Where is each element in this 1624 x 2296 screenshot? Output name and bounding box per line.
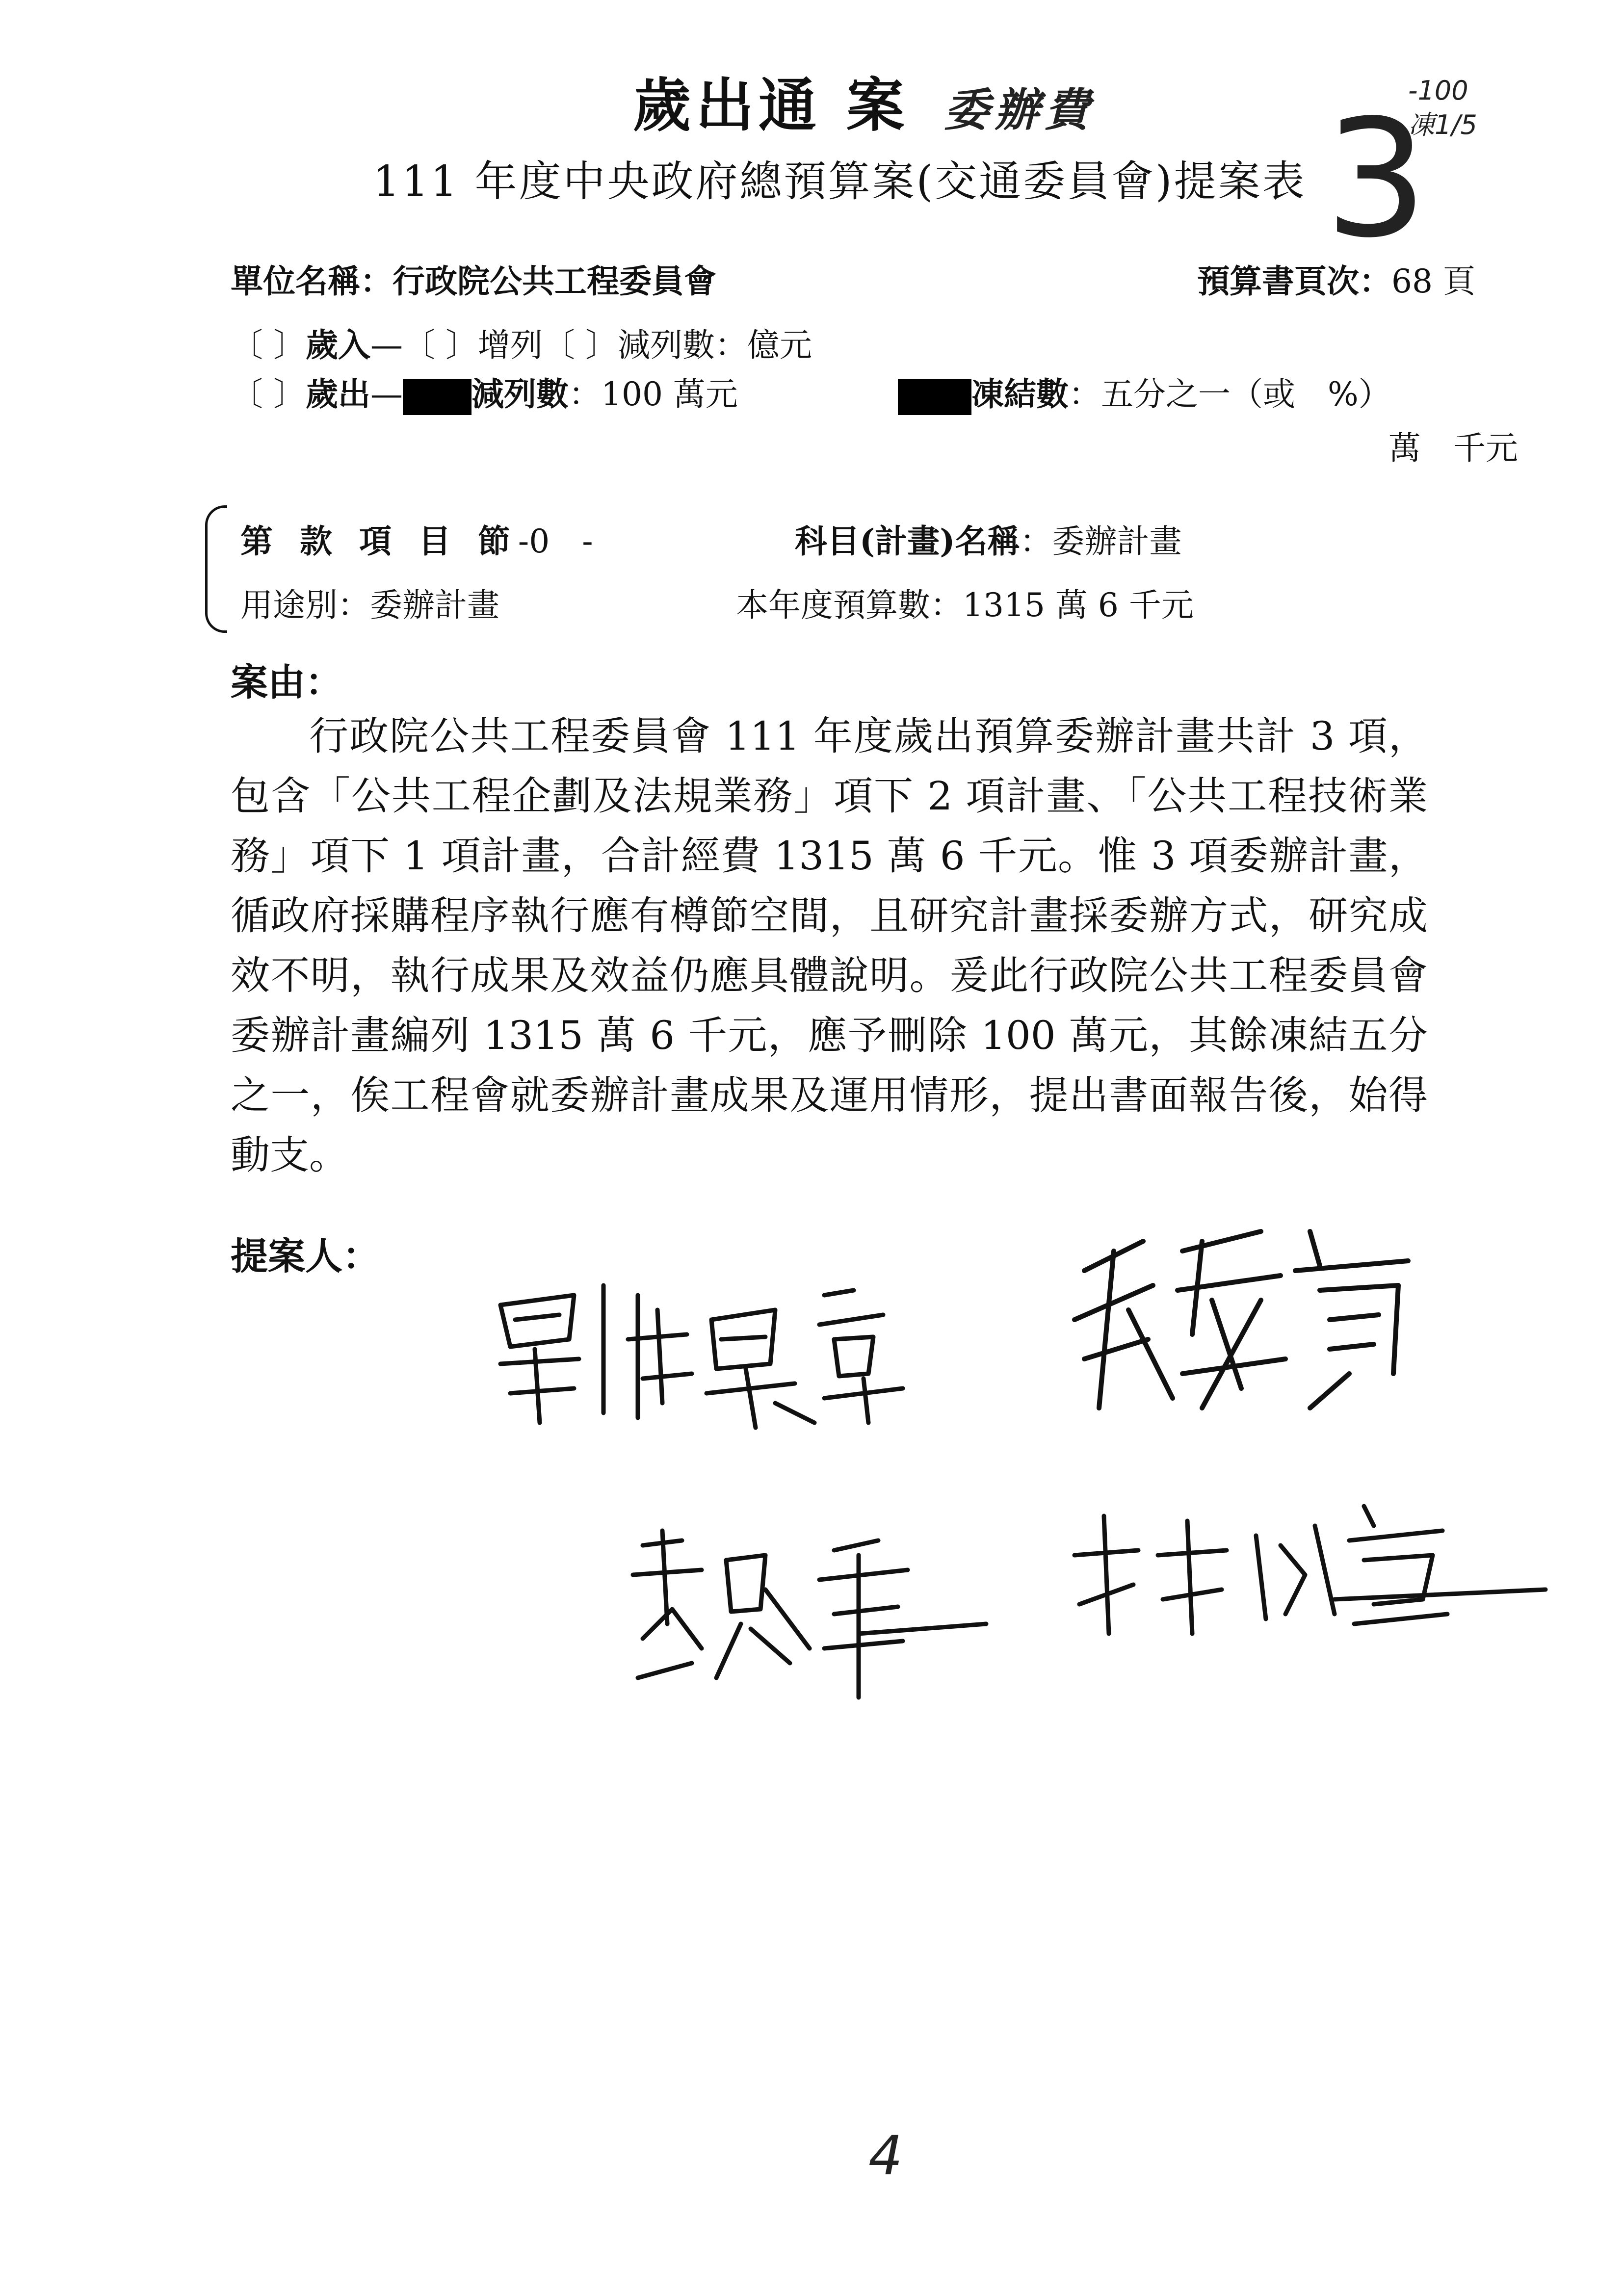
cut-label: 減列數: [471, 375, 569, 413]
freeze-value: ：五分之一（或 %）: [1069, 375, 1391, 413]
use-line: [240, 579, 499, 626]
signature-1: [481, 1266, 922, 1435]
signature-3: [603, 1501, 996, 1709]
stamp-title-text: 歲出通 案: [633, 71, 910, 139]
page-ref: [1197, 255, 1475, 302]
unit-row: [231, 255, 716, 302]
subject-name-label: 科目(計畫)名稱: [795, 522, 1020, 560]
corner-note-line1: -100: [1408, 75, 1468, 106]
unit-value: 行政院公共工程委員會: [393, 262, 716, 300]
revenue-dash: —: [370, 326, 403, 364]
units-line: 萬 千元: [1388, 429, 1518, 467]
page-ref-value: 68 頁: [1391, 262, 1475, 300]
reason-body: [231, 706, 1428, 1185]
section-value: -0 -: [518, 522, 593, 560]
reason-text: 行政院公共工程委員會 111 年度歲出預算委辦計畫共計 3 項，包含「公共工程企劃及法規業務」項下 2 項計畫、「公共工程技術業務」項下 1 項計畫，合計經費 1315 萬 6 千元。惟 3 項委辦計畫，循政府採購程序執行應有樽節空間，且研究計畫採委辦方式，研究成效不明，執行成果及效益仍應具體說明。爰此行政院公共工程委員會委辦計畫編列 1315 萬 6 千元，應予刪除 100 萬元，其餘凍結五分之一，俟工程會就委辦計畫成果及運用情形，提出書面報告後，始得動支。: [231, 713, 1428, 1178]
revenue-line: [231, 319, 812, 365]
budget-line: [736, 579, 1194, 626]
corner-note-line2: 凍1/5: [1408, 109, 1477, 140]
signature-4: [1060, 1487, 1550, 1645]
page-ref-label: 預算書頁次：: [1197, 262, 1391, 300]
expense-line: [231, 368, 738, 415]
use-label: 用途別：: [240, 586, 370, 624]
section-line: [240, 515, 593, 562]
page-title: 111 年度中央政府總預算案(交通委員會)提案表: [373, 157, 1307, 206]
expense-label: 歲出: [305, 375, 370, 413]
freeze-label: 凍結數: [971, 375, 1069, 413]
redaction-box: [403, 379, 471, 415]
proposer-label: 提案人：: [231, 1234, 380, 1278]
page-number: 4: [868, 2124, 903, 2187]
expense-dash: —: [370, 375, 403, 413]
proposal-number: 3: [1325, 85, 1428, 273]
redaction-box: [898, 379, 971, 415]
revenue-checkbox: 〔 〕: [231, 326, 306, 364]
reason-label: 案由：: [231, 660, 342, 704]
subject-bracket: [205, 505, 227, 633]
signature-3-image: [603, 1501, 996, 1707]
subject-name-value: ：委辦計畫: [1020, 522, 1182, 560]
budget-label: 本年度預算數：: [736, 586, 963, 624]
unit-label: 單位名稱：: [231, 262, 393, 300]
signature-4-image: [1060, 1487, 1550, 1644]
subject-name-line: [795, 515, 1181, 562]
expense-checkbox: 〔 〕: [231, 375, 306, 413]
budget-value: 1315 萬 6 千元: [963, 586, 1194, 624]
revenue-label: 歲入: [305, 326, 370, 364]
freeze-line: [898, 368, 1391, 415]
stamp-title: [633, 59, 1094, 142]
signature-2-image: [1055, 1212, 1447, 1428]
stamp-handwritten-note: 委辦費: [944, 84, 1095, 136]
signature-1-image: [481, 1266, 922, 1433]
section-label: 第 款 項 目 節: [240, 522, 518, 560]
revenue-rest: 〔 〕增列〔 〕減列數：億元: [402, 326, 812, 364]
use-value: 委辦計畫: [370, 586, 499, 624]
cut-value: ：100 萬元: [568, 375, 738, 413]
signature-2: [1055, 1212, 1447, 1430]
